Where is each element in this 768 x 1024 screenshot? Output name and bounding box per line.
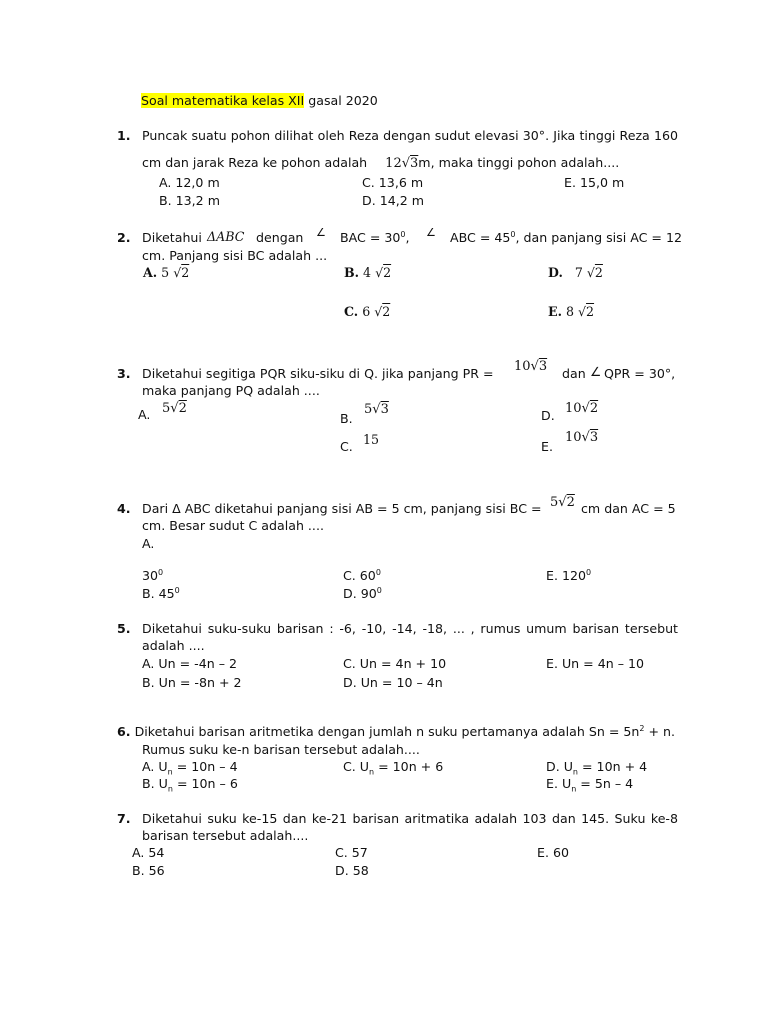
q7-option-e: E. 60 bbox=[537, 845, 569, 860]
q2-option-c: C. 6 √2 bbox=[344, 304, 391, 319]
q2-a-rad: 2 bbox=[181, 265, 190, 280]
q4-option-b bbox=[142, 586, 180, 601]
q6-b-post: = 10n – 6 bbox=[172, 776, 238, 791]
q7-option-c: C. 57 bbox=[335, 845, 368, 860]
q6-a-post: = 10n – 4 bbox=[172, 759, 238, 774]
q3-option-a-value: 5√2 bbox=[162, 401, 187, 416]
q2-tri-name: ABC bbox=[216, 229, 245, 244]
q2-abc-angle bbox=[450, 230, 682, 245]
q2-line2: cm. Panjang sisi BC adalah ... bbox=[142, 248, 328, 263]
q2-comma: , bbox=[405, 230, 410, 246]
q2-e-rad: 2 bbox=[586, 304, 595, 319]
page-title bbox=[141, 93, 378, 108]
q1-line2 bbox=[142, 155, 619, 171]
q3-line1c: QPR = 30°, bbox=[604, 366, 676, 381]
q6-option-e bbox=[546, 776, 633, 794]
q1-line1: Puncak suatu pohon dilihat oleh Reza dengan sudut elevasi 30°. Jika tinggi Reza 160 bbox=[142, 128, 678, 143]
q5-option-b: B. Un = -8n + 2 bbox=[142, 675, 242, 690]
q4-option-e bbox=[546, 568, 591, 583]
q2-w1: Diketahui bbox=[142, 230, 202, 245]
q3-number: 3. bbox=[117, 366, 131, 381]
q5-option-c: C. Un = 4n + 10 bbox=[343, 656, 447, 671]
q7-option-d: D. 58 bbox=[335, 863, 369, 878]
q2-rest: , dan panjang sisi AC = 12 bbox=[515, 230, 683, 246]
q3-b-coef: 5 bbox=[364, 402, 373, 417]
q2-c-label: C. bbox=[344, 304, 359, 319]
q3-e-rad: 3 bbox=[589, 430, 599, 445]
q6-d-pre: D. U bbox=[546, 759, 573, 774]
q1-rad: 3 bbox=[410, 156, 419, 171]
q3-line1a: Diketahui segitiga PQR siku-siku di Q. jika panjang PR = bbox=[142, 366, 494, 381]
q2-abc-angle-text: ABC = 45 bbox=[450, 230, 511, 246]
q6-option-c bbox=[343, 759, 443, 777]
q2-bac bbox=[340, 230, 410, 245]
q2-a-val: 5 bbox=[161, 265, 170, 280]
q6-d-sub: n bbox=[572, 767, 578, 777]
q4-c-text: C. 60 bbox=[343, 568, 376, 584]
q7-option-b: B. 56 bbox=[132, 863, 165, 878]
q2-option-e: E. 8 √2 bbox=[548, 304, 595, 319]
q6-line2: Rumus suku ke-n barisan tersebut adalah.... bbox=[142, 742, 420, 757]
q2-option-d: D. 7 √2 bbox=[548, 265, 603, 280]
q4-d-deg: 0 bbox=[376, 586, 382, 595]
q5-number: 5. bbox=[117, 621, 131, 636]
q2-d-val: 7 bbox=[574, 265, 583, 280]
q2-b-rad: 2 bbox=[383, 265, 392, 280]
q4-option-c bbox=[343, 568, 381, 583]
q3-option-e-label: E. bbox=[541, 439, 553, 454]
q2-d-label: D. bbox=[548, 265, 563, 280]
q6-a-pre: A. U bbox=[142, 759, 168, 774]
q1-number: 1. bbox=[117, 128, 131, 143]
q4-line2: cm. Besar sudut C adalah .... bbox=[142, 518, 324, 533]
q3-option-b-value: 5√3 bbox=[364, 402, 389, 417]
q5-line2: adalah .... bbox=[142, 638, 205, 653]
q1-distance-value: 12√3 bbox=[385, 156, 419, 171]
q1-option-a: A. 12,0 m bbox=[159, 175, 220, 190]
q6-b-pre: B. U bbox=[142, 776, 168, 791]
q3-b-rad: 3 bbox=[380, 402, 389, 417]
q1-option-d: D. 14,2 m bbox=[362, 193, 425, 208]
q3-option-b-label: B. bbox=[340, 411, 353, 426]
q2-d-rad: 2 bbox=[594, 265, 603, 280]
q3-a-rad: 2 bbox=[178, 401, 187, 416]
q2-bac-deg: 0 bbox=[400, 230, 406, 239]
q2-e-label: E. bbox=[548, 304, 562, 319]
q5-line1: Diketahui suku-suku barisan : -6, -10, -14, -18, ... , rumus umum barisan tersebut bbox=[142, 621, 678, 636]
q2-tri-symbol: Δ bbox=[207, 229, 217, 244]
q4-option-a-value bbox=[142, 568, 163, 583]
q2-w2: dengan bbox=[256, 230, 304, 245]
q4-b-deg: 0 bbox=[174, 586, 180, 595]
q3-d-rad: 2 bbox=[589, 401, 599, 416]
q4-b-text: B. 45 bbox=[142, 586, 175, 602]
q3-option-c-value: 15 bbox=[363, 432, 380, 447]
q3-option-c-label: C. bbox=[340, 439, 353, 454]
q5-option-a: A. Un = -4n – 2 bbox=[142, 656, 238, 671]
q6-e-pre: E. U bbox=[546, 776, 572, 791]
q6-b-sub: n bbox=[167, 784, 173, 794]
q1-option-c: C. 13,6 m bbox=[362, 175, 424, 190]
q4-e-text: E. 120 bbox=[546, 568, 587, 584]
q3-angle-icon: ∠ bbox=[590, 364, 602, 379]
q4-a-deg: 0 bbox=[158, 568, 164, 577]
q2-a-label: A. bbox=[143, 265, 158, 280]
q4-bc-value: 5√2 bbox=[550, 495, 575, 510]
q6-line1-end: + n. bbox=[644, 724, 676, 740]
q3-option-d-label: D. bbox=[541, 408, 555, 423]
q3-a-coef: 5 bbox=[162, 401, 171, 416]
q1-line2-start: cm dan jarak Reza ke pohon adalah bbox=[142, 155, 368, 170]
q6-a-sub: n bbox=[167, 767, 173, 777]
q1-option-b: B. 13,2 m bbox=[159, 193, 220, 208]
q3-option-a-label: A. bbox=[138, 407, 151, 422]
q2-angle-icon-2: ∠ bbox=[426, 226, 436, 239]
q2-b-val: 4 bbox=[363, 265, 372, 280]
q7-line1: Diketahui suku ke-15 dan ke-21 barisan aritmatika adalah 103 dan 145. Suku ke-8 bbox=[142, 811, 678, 826]
q6-d-post: = 10n + 4 bbox=[578, 759, 648, 774]
q6-c-pre: C. U bbox=[343, 759, 370, 774]
q7-option-a: A. 54 bbox=[132, 845, 165, 860]
q6-number: 6. bbox=[117, 724, 131, 740]
q6-option-a bbox=[142, 759, 238, 777]
q5-option-e: E. Un = 4n – 10 bbox=[546, 656, 645, 671]
q2-option-a: A. 5 √2 bbox=[143, 265, 190, 280]
q4-line1a: Dari Δ ABC diketahui panjang sisi AB = 5 cm, panjang sisi BC = bbox=[142, 501, 542, 516]
q4-bc-coef: 5 bbox=[550, 495, 559, 510]
q6-c-post: = 10n + 6 bbox=[374, 759, 444, 774]
q2-c-rad: 2 bbox=[382, 304, 391, 319]
q6-c-sub: n bbox=[369, 767, 375, 777]
q4-line1b: cm dan AC = 5 bbox=[581, 501, 676, 516]
q2-b-label: B. bbox=[344, 265, 360, 280]
q6-line1 bbox=[117, 724, 675, 739]
q3-pr-rad: 3 bbox=[538, 359, 548, 374]
q6-option-d bbox=[546, 759, 647, 777]
q4-number: 4. bbox=[117, 501, 131, 516]
q3-line1b: dan bbox=[562, 366, 586, 381]
q2-number: 2. bbox=[117, 230, 131, 245]
q2-e-val: 8 bbox=[566, 304, 575, 319]
q4-a-val: 30 bbox=[142, 568, 159, 584]
q4-bc-rad: 2 bbox=[566, 495, 575, 510]
q6-line1-text: Diketahui barisan aritmetika dengan jumlah n suku pertamanya adalah Sn = 5n bbox=[134, 724, 640, 740]
q4-e-deg: 0 bbox=[586, 568, 592, 577]
q2-option-b: B. 4 √2 bbox=[344, 265, 392, 280]
q7-line2: barisan tersebut adalah.... bbox=[142, 828, 309, 843]
q3-option-e-value: 10√3 bbox=[565, 430, 599, 445]
q2-c-val: 6 bbox=[362, 304, 371, 319]
q6-option-b bbox=[142, 776, 238, 794]
q6-e-sub: n bbox=[571, 784, 577, 794]
q3-option-d-value: 10√2 bbox=[565, 401, 599, 416]
q7-number: 7. bbox=[117, 811, 131, 826]
q3-pr-coef: 10 bbox=[514, 359, 531, 374]
q3-d-coef: 10 bbox=[565, 401, 582, 416]
title-highlight: Soal matematika kelas XII bbox=[141, 93, 305, 108]
q6-e-post: = 5n – 4 bbox=[576, 776, 634, 791]
q2-angle-icon-1: ∠ bbox=[316, 226, 326, 239]
q3-pr-value: 10√3 bbox=[514, 359, 548, 374]
q6-square: 2 bbox=[639, 724, 645, 733]
title-rest: gasal 2020 bbox=[304, 93, 378, 108]
q4-d-text: D. 90 bbox=[343, 586, 377, 602]
q2-triangle bbox=[207, 229, 244, 244]
q4-c-deg: 0 bbox=[375, 568, 381, 577]
q1-option-e: E. 15,0 m bbox=[564, 175, 625, 190]
q4-option-d bbox=[343, 586, 382, 601]
q1-coef: 12 bbox=[385, 156, 402, 171]
q5-option-d: D. Un = 10 – 4n bbox=[343, 675, 443, 690]
q4-option-a-label: A. bbox=[142, 536, 155, 551]
q2-abc-deg: 0 bbox=[510, 230, 516, 239]
q3-e-coef: 10 bbox=[565, 430, 582, 445]
q2-bac-text: BAC = 30 bbox=[340, 230, 401, 246]
q3-line2: maka panjang PQ adalah .... bbox=[142, 383, 320, 398]
q1-line2-end: m, maka tinggi pohon adalah.... bbox=[418, 155, 620, 170]
